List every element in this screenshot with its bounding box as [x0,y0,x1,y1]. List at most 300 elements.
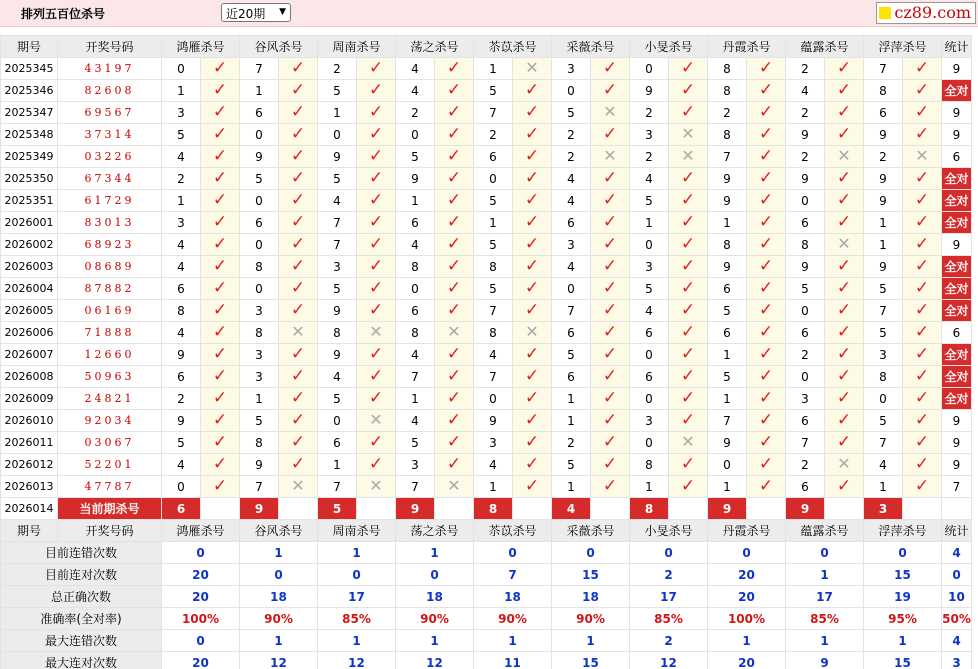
stat-value: 85% [630,608,708,630]
cross-mark-icon: ✕ [291,322,305,341]
stat-value: 0 [162,542,240,564]
kill-number: 6 [708,322,747,344]
kill-number: 9 [474,410,513,432]
stat-value: 1 [786,564,864,586]
check-mark-icon: ✓ [758,102,774,122]
row-stat: 9 [942,234,972,256]
stat-row [1,608,972,630]
current-blank [357,498,396,520]
check-mark-icon: ✓ [680,388,696,408]
check-mark-icon: ✓ [680,344,696,364]
current-kill-number: 9 [396,498,435,520]
draw-number: 08689 [58,256,162,278]
kill-number: 8 [708,80,747,102]
check-mark-icon: ✓ [212,256,228,276]
kill-number: 6 [240,102,279,124]
check-icon [201,344,240,366]
kill-number: 5 [552,344,591,366]
check-icon [279,212,318,234]
cross-icon [903,146,942,168]
kill-number: 5 [630,278,669,300]
stat-value: 1 [786,630,864,652]
column-header: 蕴露杀号 [786,520,864,542]
check-mark-icon: ✓ [368,344,384,364]
check-mark-icon: ✓ [680,102,696,122]
stat-value: 1 [318,542,396,564]
stat-value: 15 [864,652,942,669]
cross-mark-icon: ✕ [603,102,617,121]
stat-value: 1 [318,630,396,652]
kill-number: 8 [630,454,669,476]
check-icon [435,212,474,234]
stat-value: 9 [786,652,864,669]
kill-number: 9 [708,256,747,278]
kill-number: 9 [162,344,201,366]
kill-number: 5 [552,102,591,124]
check-icon [201,124,240,146]
check-icon [825,366,864,388]
check-icon [279,146,318,168]
draw-number: 50963 [58,366,162,388]
stat-value: 20 [708,586,786,608]
issue-number: 2026011 [1,432,58,454]
current-blank [669,498,708,520]
check-mark-icon: ✓ [446,432,462,452]
check-mark-icon: ✓ [680,58,696,78]
check-icon [669,410,708,432]
column-header: 期号 [1,36,58,58]
check-icon [903,190,942,212]
check-icon [279,80,318,102]
kill-number: 0 [396,124,435,146]
check-icon [201,146,240,168]
stat-value: 1 [396,542,474,564]
check-mark-icon: ✓ [680,256,696,276]
check-mark-icon: ✓ [368,234,384,254]
check-mark-icon: ✓ [290,234,306,254]
header-row [1,520,972,542]
kill-number: 7 [474,102,513,124]
kill-number: 0 [474,388,513,410]
column-header: 小旻杀号 [630,36,708,58]
kill-number: 2 [786,102,825,124]
draw-number: 03226 [58,146,162,168]
check-mark-icon: ✓ [836,476,852,496]
current-kill-number: 9 [240,498,279,520]
kill-number: 0 [318,124,357,146]
check-icon [513,168,552,190]
check-mark-icon: ✓ [914,366,930,386]
kill-number: 4 [552,168,591,190]
issue-number: 2026004 [1,278,58,300]
check-mark-icon: ✓ [212,300,228,320]
stat-value: 1 [240,542,318,564]
kill-number: 6 [708,278,747,300]
check-mark-icon: ✓ [602,432,618,452]
kill-number: 7 [864,58,903,80]
check-icon [357,432,396,454]
kill-number: 6 [474,146,513,168]
kill-number: 5 [318,80,357,102]
range-select[interactable] [221,3,291,22]
check-icon [435,80,474,102]
check-mark-icon: ✓ [758,366,774,386]
check-mark-icon: ✓ [758,190,774,210]
stat-value: 10 [942,586,972,608]
kill-number: 0 [240,278,279,300]
check-icon [435,124,474,146]
check-mark-icon: ✓ [446,454,462,474]
check-mark-icon: ✓ [836,322,852,342]
check-mark-icon: ✓ [368,80,384,100]
check-mark-icon: ✓ [914,80,930,100]
check-icon [903,366,942,388]
check-icon [357,146,396,168]
check-icon [903,410,942,432]
check-icon [513,234,552,256]
stat-label: 目前连对次数 [1,564,162,586]
stat-value: 0 [552,542,630,564]
check-mark-icon: ✓ [602,168,618,188]
check-mark-icon: ✓ [368,366,384,386]
check-mark-icon: ✓ [758,168,774,188]
check-icon [903,322,942,344]
stat-label: 总正确次数 [1,586,162,608]
check-mark-icon: ✓ [914,388,930,408]
check-mark-icon: ✓ [836,190,852,210]
check-mark-icon: ✓ [836,256,852,276]
check-icon [825,80,864,102]
stat-value: 12 [630,652,708,669]
stat-value: 0 [786,542,864,564]
kill-number: 5 [240,410,279,432]
issue-number: 2025351 [1,190,58,212]
kill-number: 6 [162,366,201,388]
draw-number: 83013 [58,212,162,234]
check-icon [591,190,630,212]
row-stat: 全对 [942,168,972,190]
check-mark-icon: ✓ [758,322,774,342]
kill-number: 4 [786,80,825,102]
check-mark-icon: ✓ [446,58,462,78]
check-mark-icon: ✓ [836,278,852,298]
row-stat: 6 [942,146,972,168]
check-mark-icon: ✓ [914,344,930,364]
check-icon [513,432,552,454]
issue-number: 2026008 [1,366,58,388]
kill-number: 4 [474,344,513,366]
row-stat: 全对 [942,278,972,300]
check-mark-icon: ✓ [368,168,384,188]
check-icon [747,212,786,234]
kill-number: 0 [786,300,825,322]
check-icon [669,278,708,300]
column-header: 采薇杀号 [552,36,630,58]
column-header: 浮萍杀号 [864,520,942,542]
check-icon [513,146,552,168]
check-icon [279,190,318,212]
check-icon [201,212,240,234]
check-icon [747,190,786,212]
check-mark-icon: ✓ [446,234,462,254]
check-mark-icon: ✓ [524,366,540,386]
row-stat: 全对 [942,366,972,388]
issue-number: 2025346 [1,80,58,102]
check-mark-icon: ✓ [212,80,228,100]
check-mark-icon: ✓ [836,410,852,430]
draw-number: 06169 [58,300,162,322]
current-kill-number: 6 [162,498,201,520]
stat-value: 0 [708,542,786,564]
check-icon [513,278,552,300]
check-mark-icon: ✓ [446,168,462,188]
check-icon [357,366,396,388]
cross-mark-icon: ✕ [837,234,851,253]
table-row [1,190,972,212]
kill-number: 4 [396,80,435,102]
column-header: 苶苡杀号 [474,520,552,542]
check-icon [279,256,318,278]
row-stat: 全对 [942,300,972,322]
table-row [1,454,972,476]
kill-number: 7 [474,366,513,388]
check-mark-icon: ✓ [836,300,852,320]
check-icon [201,432,240,454]
kill-number: 4 [162,146,201,168]
check-icon [903,102,942,124]
kill-number: 4 [552,190,591,212]
kill-number: 0 [552,80,591,102]
draw-number: 71888 [58,322,162,344]
check-mark-icon: ✓ [680,322,696,342]
kill-number: 7 [396,366,435,388]
check-mark-icon: ✓ [914,410,930,430]
kill-number: 8 [474,322,513,344]
cross-mark-icon: ✕ [369,476,383,495]
check-icon [903,454,942,476]
check-mark-icon: ✓ [602,476,618,496]
table-row [1,476,972,498]
draw-number: 03067 [58,432,162,454]
cross-mark-icon: ✕ [447,476,461,495]
kill-number: 9 [240,454,279,476]
check-mark-icon: ✓ [446,278,462,298]
issue-number: 2026007 [1,344,58,366]
check-mark-icon: ✓ [914,168,930,188]
check-icon [513,388,552,410]
table-row [1,80,972,102]
kill-number: 0 [552,278,591,300]
check-icon [825,256,864,278]
check-icon [513,366,552,388]
check-icon [825,190,864,212]
check-icon [279,234,318,256]
check-mark-icon: ✓ [524,102,540,122]
stat-value: 1 [396,630,474,652]
check-mark-icon: ✓ [524,212,540,232]
check-mark-icon: ✓ [290,146,306,166]
check-mark-icon: ✓ [446,256,462,276]
stat-value: 90% [552,608,630,630]
check-mark-icon: ✓ [602,300,618,320]
stat-value: 1 [474,630,552,652]
kill-number: 4 [162,322,201,344]
check-mark-icon: ✓ [602,410,618,430]
check-icon [591,476,630,498]
kill-number: 2 [552,124,591,146]
kill-number: 1 [630,212,669,234]
kill-number: 6 [552,366,591,388]
check-mark-icon: ✓ [758,124,774,144]
row-stat: 9 [942,432,972,454]
table-row [1,124,972,146]
check-icon [279,454,318,476]
draw-number: 87882 [58,278,162,300]
check-icon [435,454,474,476]
check-icon [669,388,708,410]
check-mark-icon: ✓ [212,388,228,408]
table-row [1,366,972,388]
check-mark-icon: ✓ [446,388,462,408]
check-icon [669,300,708,322]
check-mark-icon: ✓ [290,212,306,232]
column-header: 开奖号码 [58,36,162,58]
stat-value: 85% [318,608,396,630]
current-kill-number: 9 [786,498,825,520]
check-icon [591,388,630,410]
cross-icon [825,234,864,256]
check-icon [747,256,786,278]
check-icon [435,388,474,410]
kill-number: 1 [708,212,747,234]
current-kill-number: 5 [318,498,357,520]
kill-number: 7 [864,432,903,454]
kill-number: 8 [240,256,279,278]
check-mark-icon: ✓ [914,454,930,474]
check-icon [747,344,786,366]
issue-number: 2025349 [1,146,58,168]
column-header: 谷风杀号 [240,520,318,542]
column-header: 荡之杀号 [396,520,474,542]
check-mark-icon: ✓ [290,256,306,276]
check-icon [591,322,630,344]
stat-label: 准确率(全对率) [1,608,162,630]
kill-number: 2 [786,344,825,366]
kill-number: 1 [864,476,903,498]
stat-row [1,586,972,608]
check-icon [513,410,552,432]
check-mark-icon: ✓ [524,454,540,474]
check-icon [591,410,630,432]
kill-number: 6 [552,322,591,344]
stat-value: 15 [552,564,630,586]
column-header: 鸿雁杀号 [162,36,240,58]
site-logo[interactable] [876,2,976,24]
chevron-down-icon: ▼ [279,7,286,17]
check-icon [201,102,240,124]
cross-mark-icon: ✕ [837,146,851,165]
kill-number: 0 [240,190,279,212]
kill-number: 0 [630,58,669,80]
check-icon [357,168,396,190]
cross-icon [435,322,474,344]
table-row [1,322,972,344]
check-icon [591,366,630,388]
check-mark-icon: ✓ [758,278,774,298]
kill-number: 1 [240,388,279,410]
draw-number: 92034 [58,410,162,432]
kill-number: 4 [396,234,435,256]
check-icon [201,190,240,212]
check-mark-icon: ✓ [290,454,306,474]
check-icon [513,300,552,322]
check-icon [591,124,630,146]
column-header: 采薇杀号 [552,520,630,542]
kill-number: 2 [396,102,435,124]
column-header: 统计 [942,36,972,58]
table-row [1,410,972,432]
check-icon [903,58,942,80]
check-mark-icon: ✓ [836,58,852,78]
check-icon [747,454,786,476]
kill-number: 2 [708,102,747,124]
check-icon [591,256,630,278]
check-mark-icon: ✓ [680,234,696,254]
current-label: 当前期杀号 [58,498,162,520]
check-mark-icon: ✓ [602,344,618,364]
kill-number: 8 [396,256,435,278]
check-mark-icon: ✓ [758,300,774,320]
check-icon [747,102,786,124]
check-icon [357,278,396,300]
cross-icon [279,322,318,344]
check-icon [591,278,630,300]
stat-value: 17 [786,586,864,608]
check-mark-icon: ✓ [368,388,384,408]
header-row [1,36,972,58]
draw-number: 47787 [58,476,162,498]
check-icon [591,80,630,102]
kill-number: 4 [396,58,435,80]
check-icon [591,58,630,80]
check-icon [747,388,786,410]
kill-number: 0 [786,366,825,388]
cross-icon [669,124,708,146]
kill-number: 4 [396,344,435,366]
kill-number: 0 [630,344,669,366]
kill-number: 1 [396,388,435,410]
stat-value: 0 [630,542,708,564]
kill-number: 7 [786,432,825,454]
check-mark-icon: ✓ [758,410,774,430]
check-mark-icon: ✓ [368,256,384,276]
kill-number: 4 [630,300,669,322]
current-blank [201,498,240,520]
kill-number: 0 [630,388,669,410]
stat-row [1,652,972,669]
check-mark-icon: ✓ [602,212,618,232]
stat-value: 100% [708,608,786,630]
check-icon [279,300,318,322]
stat-value: 18 [396,586,474,608]
check-icon [435,168,474,190]
row-stat: 6 [942,322,972,344]
check-mark-icon: ✓ [446,146,462,166]
check-icon [903,124,942,146]
current-stat-blank [942,498,972,520]
check-mark-icon: ✓ [758,432,774,452]
stat-value: 0 [942,564,972,586]
